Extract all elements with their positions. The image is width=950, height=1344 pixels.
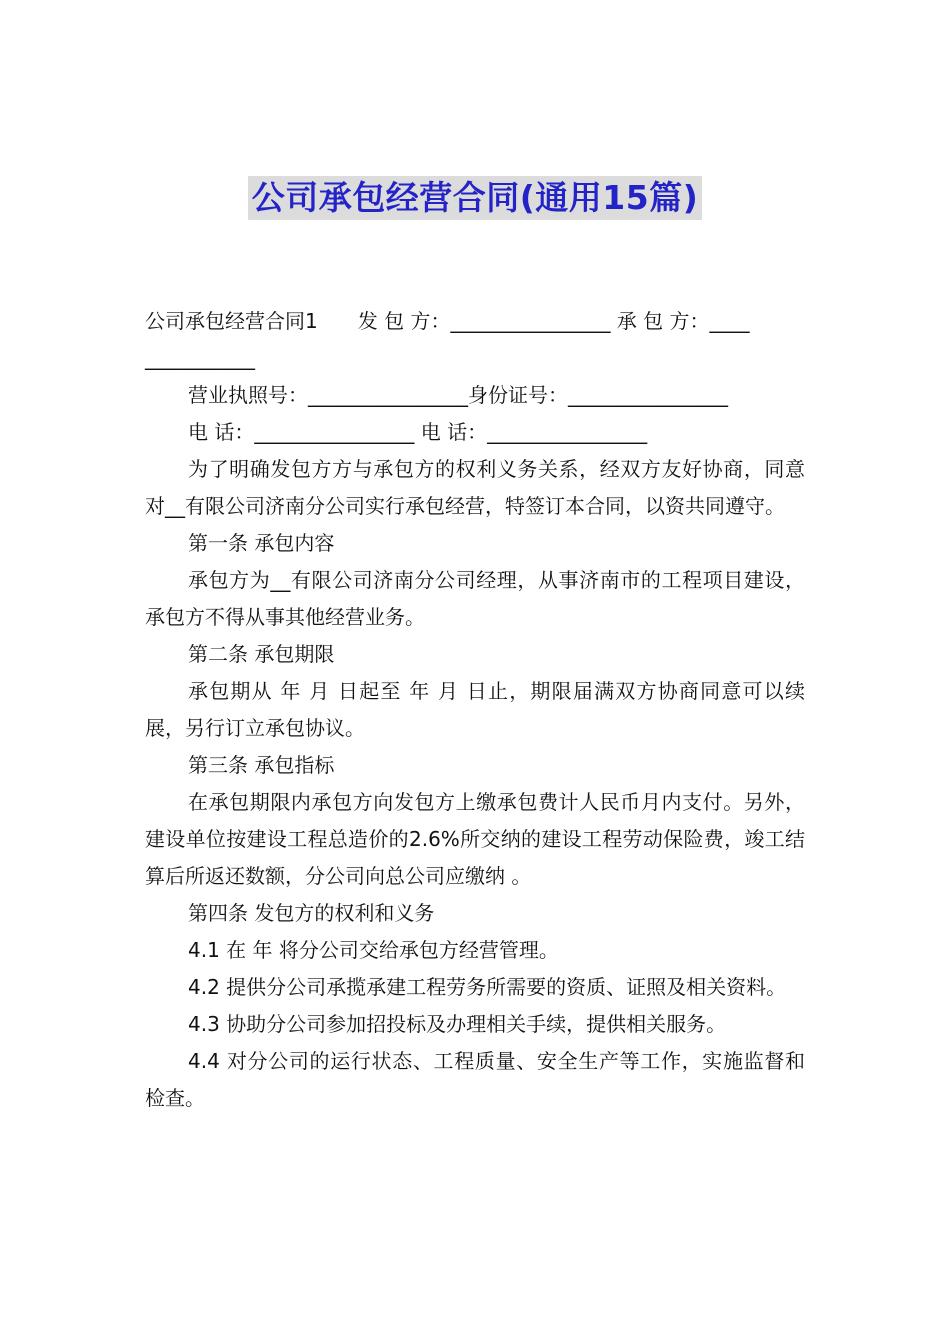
article-3-paragraph: 在承包期限内承包方向发包方上缴承包费计人民币月内支付。另外，建设单位按建设工程总造价的2.6%所交纳的建设工程劳动保险费，竣工结算后所返还数额，分公司向总公司应缴纳 。 xyxy=(145,790,805,888)
article-1-paragraph: 承包方为__有限公司济南分公司经理，从事济南市的工程项目建设，承包方不得从事其他经营业务。 xyxy=(145,568,805,629)
license-label: 营业执照号： xyxy=(188,383,308,407)
clause-4-2: 4.2 提供分公司承揽承建工程劳务所需要的资质、证照及相关资料。 xyxy=(188,975,787,999)
phone-b-label: 电 话： xyxy=(414,420,488,444)
header-line-continued xyxy=(145,340,805,377)
section-label: 公司承包经营合同1 xyxy=(145,309,318,333)
party-b-blank-continued: ___________ xyxy=(145,346,255,370)
phone-b-blank: ________________ xyxy=(487,420,648,444)
article-1-heading: 第一条 承包内容 xyxy=(188,531,335,555)
id-label: 身份证号： xyxy=(468,383,568,407)
party-b-label: 承 包 方： xyxy=(610,309,710,333)
phone-a-label: 电 话： xyxy=(188,420,255,444)
document-body xyxy=(145,303,805,1117)
article-2-paragraph: 承包期从 年 月 日起至 年 月 日止，期限届满双方协商同意可以续展，另行订立承包协议。 xyxy=(145,679,805,740)
clause-4-4: 4.4 对分公司的运行状态、工程质量、安全生产等工作，实施监督和检查。 xyxy=(145,1049,805,1110)
party-b-blank: ____ xyxy=(709,309,750,333)
id-blank: ________________ xyxy=(568,383,728,407)
phone-line xyxy=(145,414,805,451)
article-3-heading: 第三条 承包指标 xyxy=(188,753,335,777)
preamble-paragraph: 为了明确发包方方与承包方的权利义务关系，经双方友好协商，同意对__有限公司济南分公司实行承包经营，特签订本合同，以资共同遵守。 xyxy=(145,457,805,518)
article-2-heading: 第二条 承包期限 xyxy=(188,642,335,666)
header-line xyxy=(145,303,805,340)
license-line xyxy=(145,377,805,414)
document-title: 公司承包经营合同(通用15篇) xyxy=(248,176,703,220)
clause-4-1: 4.1 在 年 将分公司交给承包方经营管理。 xyxy=(188,938,559,962)
party-a-blank: ________________ xyxy=(450,309,611,333)
party-a-label: 发 包 方： xyxy=(357,309,451,333)
phone-a-blank: ________________ xyxy=(254,420,415,444)
article-4-heading: 第四条 发包方的权利和义务 xyxy=(188,901,435,925)
license-blank: ________________ xyxy=(308,383,468,407)
title-container xyxy=(0,176,950,220)
clause-4-3: 4.3 协助分公司参加招投标及办理相关手续，提供相关服务。 xyxy=(188,1012,727,1036)
